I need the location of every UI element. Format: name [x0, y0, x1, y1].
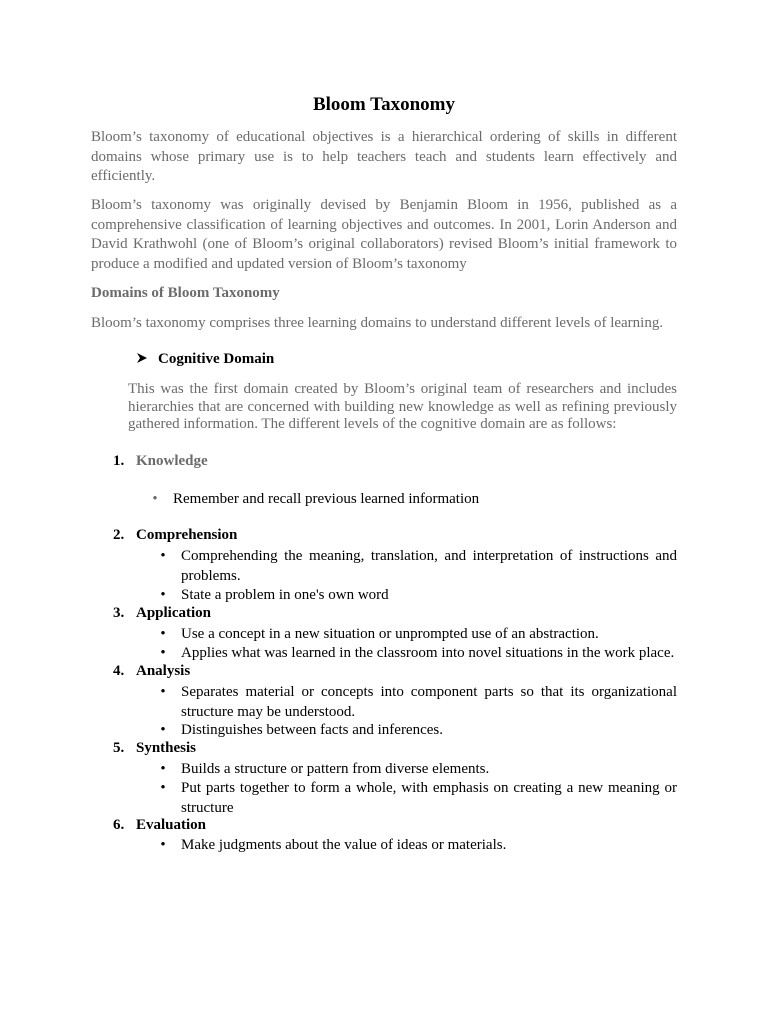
bullet-text: Comprehending the meaning, translation, and interpretation of instructions and problems. — [181, 548, 677, 584]
level-number: 1. — [113, 453, 125, 469]
level-bullet — [160, 721, 677, 741]
level-name: Knowledge — [136, 453, 208, 469]
level-bullet — [160, 625, 677, 645]
bullet-text: Remember and recall previous learned information — [173, 491, 480, 507]
level-item-synthesis — [113, 740, 196, 757]
bullet-text: State a problem in one's own word — [181, 587, 389, 603]
level-item-comprehension — [113, 527, 237, 544]
domains-intro-paragraph: Bloom’s taxonomy comprises three learning domains to understand different levels of learning. — [91, 315, 664, 331]
bullet-dot-icon: • — [160, 645, 166, 661]
bullet-text: Put parts together to form a whole, with emphasis on creating a new meaning or structure — [181, 780, 677, 816]
bullet-dot-icon: • — [160, 548, 166, 564]
level-bullet — [160, 547, 677, 586]
bullet-dot-icon: • — [152, 491, 158, 507]
arrow-bullet-icon — [136, 351, 150, 368]
bullet-dot-icon: • — [160, 761, 166, 777]
level-number: 5. — [113, 740, 125, 756]
level-bullet — [160, 760, 677, 780]
level-item-knowledge — [113, 453, 208, 470]
level-number: 6. — [113, 817, 125, 833]
level-item-evaluation — [113, 817, 206, 834]
level-bullet — [152, 490, 677, 510]
level-number: 2. — [113, 527, 125, 543]
level-bullet — [160, 586, 677, 606]
level-name: Comprehension — [136, 527, 238, 543]
bullet-text: Separates material or concepts into component parts so that its organizational structure may be understood. — [181, 684, 677, 720]
bullet-dot-icon: • — [160, 780, 166, 796]
cognitive-description: This was the first domain created by Bloom’s original team of researchers and includes hierarchies that are concerned with building new knowledge as well as refining previously gathered information. The different levels of the cognitive domain are as follows: — [128, 381, 677, 432]
bullet-text: Builds a structure or pattern from diverse elements. — [181, 761, 490, 777]
bullet-dot-icon: • — [160, 684, 166, 700]
level-bullet — [160, 836, 677, 856]
level-name: Application — [136, 605, 212, 621]
cognitive-domain-heading — [136, 351, 274, 368]
level-bullet — [160, 779, 677, 818]
cognitive-domain-label: Cognitive Domain — [158, 351, 275, 367]
level-bullet — [160, 644, 681, 664]
level-item-application — [113, 605, 211, 622]
bullet-dot-icon: • — [160, 626, 166, 642]
intro-paragraph-2: Bloom’s taxonomy was originally devised by Benjamin Bloom in 1956, published as a comprehensive classification of learning objectives and outcomes. In 2001, Lorin Anderson and David Krathwohl (one of Bloom’s original collaborators) revised Bloom’s initial framework to produce a modified and updated version of Bloom’s taxonomy — [91, 197, 677, 272]
level-name: Analysis — [136, 663, 191, 679]
level-item-analysis — [113, 663, 190, 680]
level-name: Synthesis — [136, 740, 197, 756]
bullet-dot-icon: • — [160, 837, 166, 853]
bullet-text: Use a concept in a new situation or unprompted use of an abstraction. — [181, 626, 599, 642]
level-number: 3. — [113, 605, 125, 621]
level-number: 4. — [113, 663, 125, 679]
document-title: Bloom Taxonomy — [312, 94, 455, 115]
intro-paragraph-1: Bloom’s taxonomy of educational objectives is a hierarchical ordering of skills in different domains whose primary use is to help teachers teach and students learn effectively and efficiently. — [91, 129, 677, 184]
bullet-text: Distinguishes between facts and inferences. — [181, 722, 443, 738]
bullet-dot-icon: • — [160, 587, 166, 603]
level-name: Evaluation — [136, 817, 207, 833]
bullet-dot-icon: • — [160, 722, 166, 738]
section-heading-domains: Domains of Bloom Taxonomy — [91, 285, 280, 301]
level-bullet — [160, 683, 677, 722]
bullet-text: Applies what was learned in the classroom into novel situations in the work place. — [181, 645, 675, 661]
bullet-text: Make judgments about the value of ideas or materials. — [181, 837, 507, 853]
